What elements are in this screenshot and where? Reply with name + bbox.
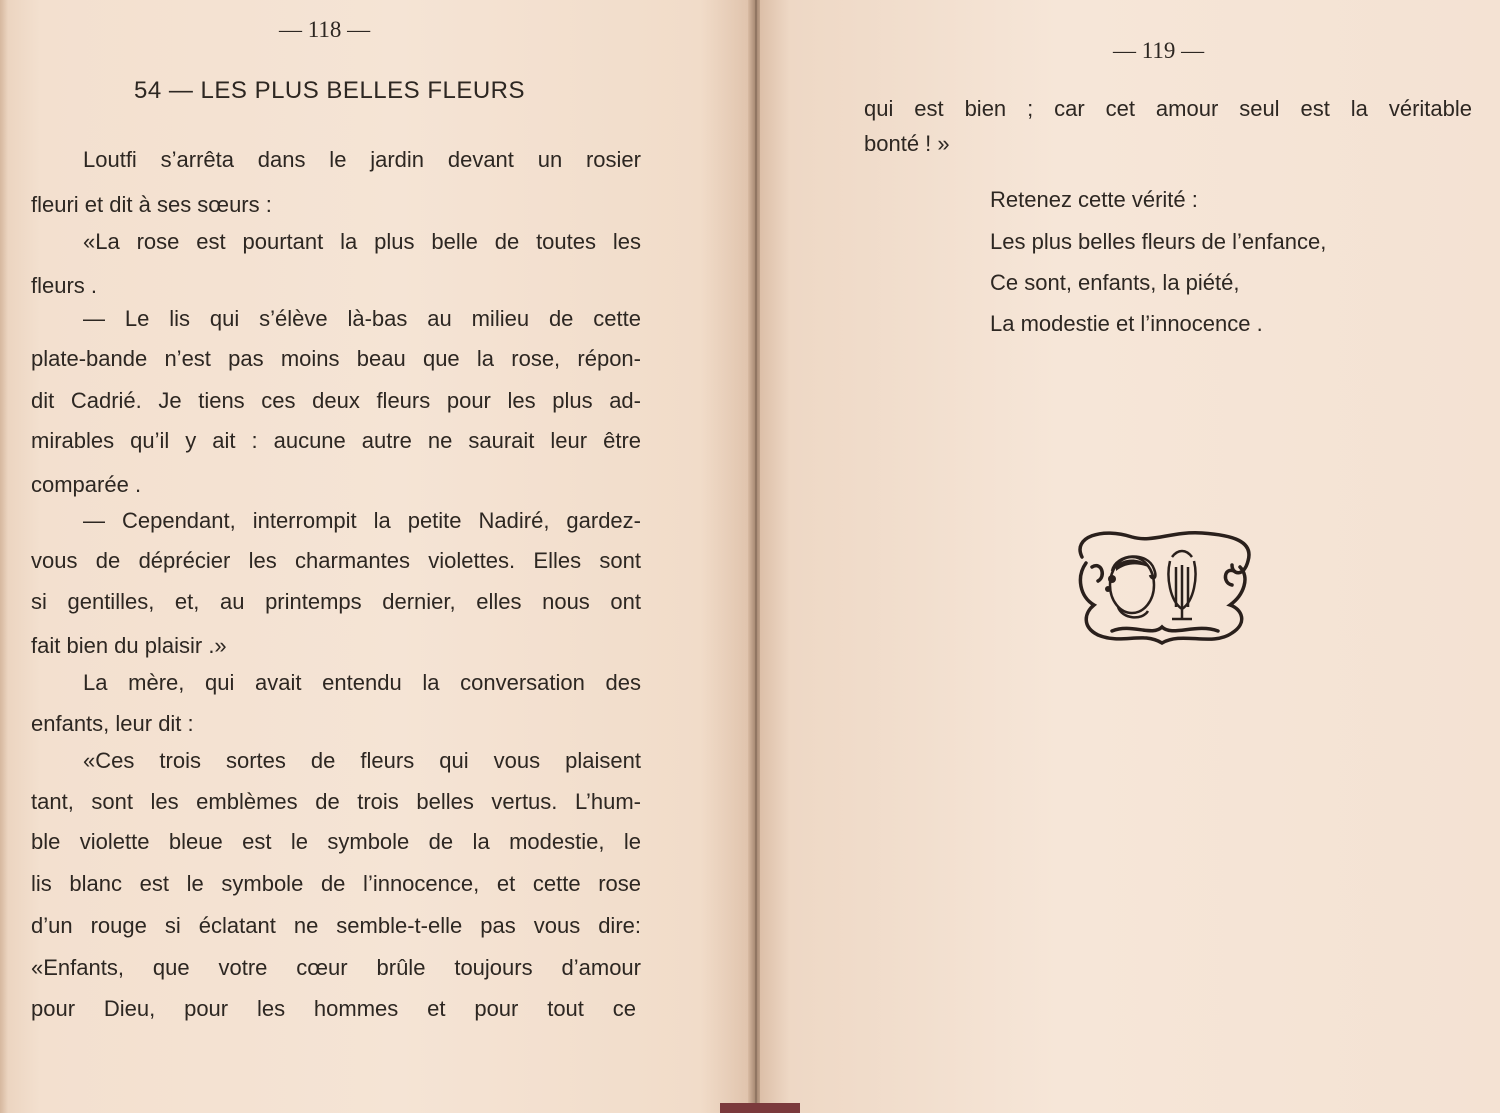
verse-line: Retenez cette vérité :	[990, 187, 1198, 212]
text-line: fait bien du plaisir .»	[31, 633, 227, 658]
text-line: si gentilles, et, au printemps dernier, elles nous ont	[31, 589, 641, 614]
text-line: lis blanc est le symbole de l’innocence, et cette rose	[31, 871, 641, 896]
text-line: «Enfants, que votre cœur brûle toujours d’amour	[31, 955, 641, 980]
text-line: «Ces trois sortes de fleurs qui vous plaisent	[83, 748, 641, 773]
page-number: — 119 —	[1113, 38, 1205, 63]
text-line: dit Cadrié. Je tiens ces deux fleurs pour les plus ad-	[31, 388, 641, 413]
chapter-title: 54 — LES PLUS BELLES FLEURS	[134, 77, 526, 104]
text-line: d’un rouge si éclatant ne semble-t-elle pas vous dire:	[31, 913, 641, 938]
text-line: enfants, leur dit :	[31, 711, 194, 736]
verse-line: Les plus belles fleurs de l’enfance,	[990, 229, 1327, 254]
text-line: La mère, qui avait entendu la conversation des	[83, 670, 641, 695]
verse-line: Ce sont, enfants, la piété,	[990, 270, 1240, 295]
text-line: — Cependant, interrompit la petite Nadiré, gardez-	[83, 508, 641, 533]
text-line: «La rose est pourtant la plus belle de toutes les	[83, 229, 641, 254]
page-edge	[0, 0, 8, 1113]
text-line: bonté ! »	[864, 131, 950, 156]
text-line: qui est bien ; car cet amour seul est la véritable	[864, 96, 1472, 121]
text-line: fleuri et dit à ses sœurs :	[31, 192, 272, 217]
binding-edge	[720, 1103, 800, 1113]
text-line: mirables qu’il y ait : aucune autre ne saurait leur être	[31, 428, 641, 453]
text-line: plate-bande n’est pas moins beau que la rose, répon-	[31, 346, 641, 371]
text-line: pour Dieu, pour les hommes et pour tout ce	[31, 996, 636, 1021]
text-line: comparée .	[31, 472, 142, 497]
text-line: — Le lis qui s’élève là-bas au milieu de cette	[83, 306, 641, 331]
text-line: Loutfi s’arrêta dans le jardin devant un rosier	[83, 147, 641, 172]
text-line: fleurs .	[31, 273, 98, 298]
verse-line: La modestie et l’innocence .	[990, 311, 1263, 336]
text-line: tant, sont les emblèmes de trois belles vertus. L’hum-	[31, 789, 641, 814]
lyre-portrait-ornament-icon	[1072, 527, 1254, 649]
page-number: — 118 —	[279, 17, 371, 42]
text-line: vous de déprécier les charmantes violettes. Elles sont	[31, 548, 641, 573]
text-line: ble violette bleue est le symbole de la modestie, le	[31, 829, 641, 854]
